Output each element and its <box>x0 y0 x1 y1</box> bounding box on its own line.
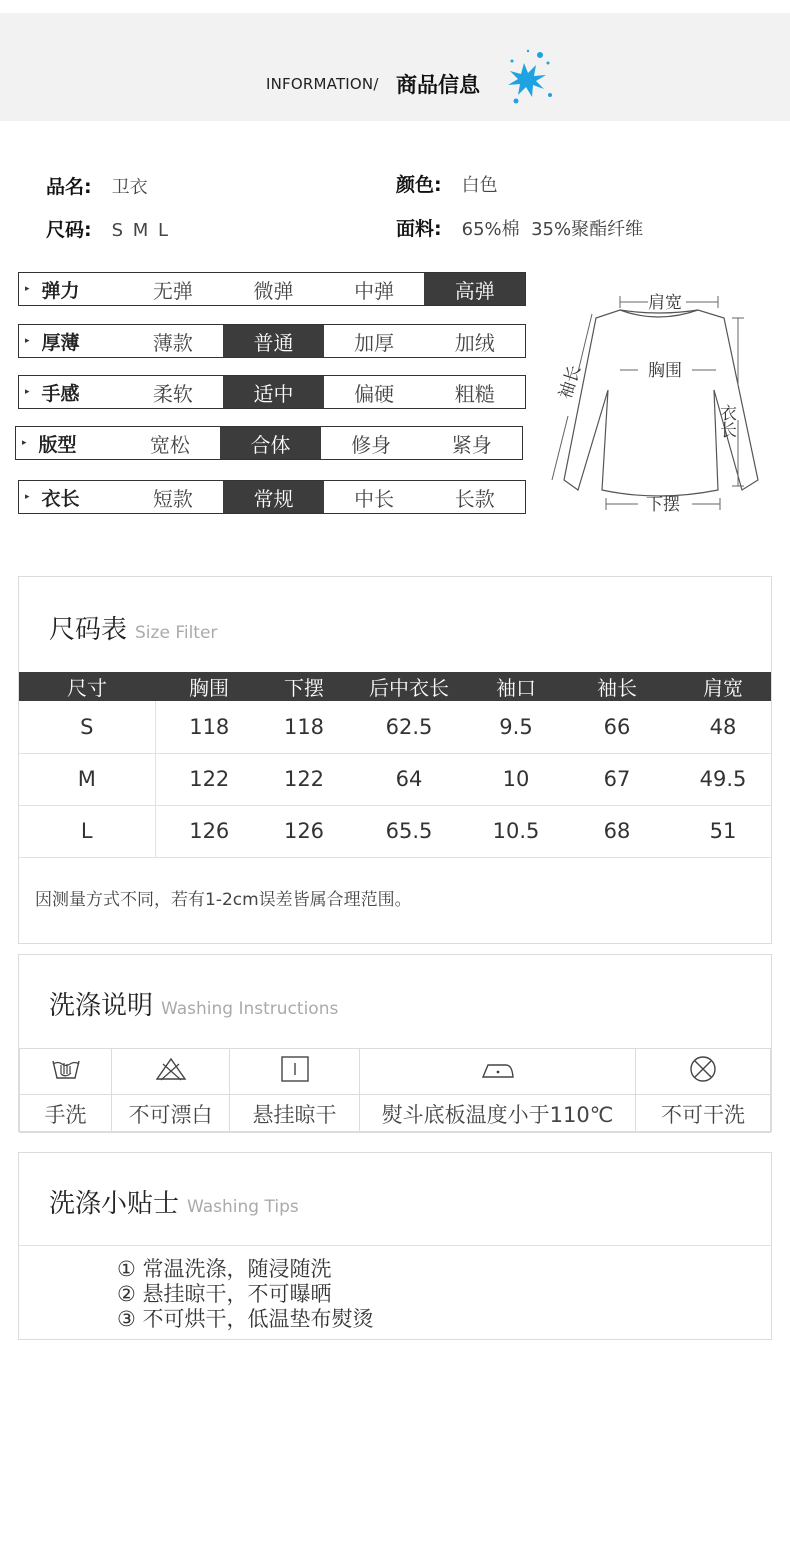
size-header-cell: 胸围 <box>155 672 263 701</box>
attribute-option: 常规 <box>223 481 324 513</box>
size-cell: 118 <box>155 701 263 753</box>
size-chart-title-en: Size Filter <box>135 623 218 643</box>
attribute-row <box>18 375 526 409</box>
size-value: S M L <box>111 220 171 241</box>
wash-label-hang: 悬挂晾干 <box>230 1095 360 1133</box>
size-cell: 9.5 <box>473 701 559 753</box>
size-chart-title <box>49 609 217 646</box>
attribute-option: 加绒 <box>454 330 495 355</box>
attribute-option: 紧身 <box>451 432 492 457</box>
size-cell: 51 <box>675 805 771 857</box>
attribute-row <box>18 272 526 306</box>
garment-measure-diagram <box>528 280 790 530</box>
attribute-option: 短款 <box>152 486 193 511</box>
attribute-option: 长款 <box>454 486 495 511</box>
attribute-row <box>18 480 526 514</box>
tips-list <box>117 1257 374 1332</box>
diagram-hem: 下摆 <box>646 495 680 515</box>
fabric-value: 65%棉 35%聚酯纤维 <box>461 219 644 240</box>
attribute-label-text: 版型 <box>38 433 77 456</box>
size-cell: L <box>19 805 155 857</box>
attribute-option: 普通 <box>223 325 324 357</box>
size-header-cell: 后中衣长 <box>345 672 473 701</box>
fabric-label: 面料: <box>396 218 442 240</box>
wash-label-bleach: 不可漂白 <box>112 1095 230 1133</box>
name-label: 品名: <box>46 176 92 198</box>
attribute-label <box>19 481 123 513</box>
attribute-option: 偏硬 <box>354 381 395 406</box>
size-cell: 126 <box>155 805 263 857</box>
size-cell: 122 <box>263 753 345 805</box>
size-cell: 64 <box>345 753 473 805</box>
attribute-option: 中长 <box>354 486 395 511</box>
paint-splash-icon <box>498 43 558 113</box>
attribute-option: 微弹 <box>253 278 294 303</box>
attribute-row <box>18 324 526 358</box>
hand-wash-icon <box>20 1049 112 1095</box>
tips-title-zh: 洗涤小贴士 <box>49 1189 180 1219</box>
size-cell: 67 <box>559 753 675 805</box>
attribute-label <box>16 427 120 459</box>
product-size <box>46 215 170 242</box>
attribute-label-text: 衣长 <box>41 487 80 510</box>
name-value: 卫衣 <box>111 177 148 198</box>
washing-section <box>18 954 772 1132</box>
triangle-bullet-icon: ▸ <box>25 387 30 397</box>
attribute-label <box>19 376 123 408</box>
washing-title <box>49 985 338 1022</box>
size-label: 尺码: <box>46 219 92 241</box>
triangle-bullet-icon: ▸ <box>25 336 30 346</box>
diagram-chest: 胸围 <box>648 361 682 381</box>
attribute-row <box>15 426 523 460</box>
size-row <box>19 753 771 805</box>
size-cell: 10.5 <box>473 805 559 857</box>
washing-table <box>19 1048 771 1133</box>
size-cell: 48 <box>675 701 771 753</box>
size-header-cell: 尺寸 <box>19 672 155 701</box>
triangle-bullet-icon: ▸ <box>25 492 30 502</box>
color-value: 白色 <box>461 175 498 196</box>
size-cell: 122 <box>155 753 263 805</box>
size-header-cell: 肩宽 <box>675 672 771 701</box>
tips-title <box>49 1183 299 1220</box>
attribute-option: 合体 <box>220 427 321 459</box>
size-header-cell: 袖长 <box>559 672 675 701</box>
header-zh: 商品信息 <box>396 73 480 97</box>
attribute-option: 中弹 <box>354 278 395 303</box>
header-en: INFORMATION/ <box>266 75 379 93</box>
size-cell: M <box>19 753 155 805</box>
diagram-shoulder: 肩宽 <box>648 293 682 313</box>
washing-title-en: Washing Instructions <box>161 999 339 1019</box>
section-header <box>0 13 790 121</box>
wash-label-hand: 手洗 <box>20 1095 112 1133</box>
size-row <box>19 805 771 857</box>
tips-title-en: Washing Tips <box>187 1197 299 1217</box>
attribute-label-text: 厚薄 <box>41 331 80 354</box>
washing-title-zh: 洗涤说明 <box>49 991 154 1021</box>
attribute-option: 宽松 <box>149 432 190 457</box>
attribute-option: 粗糙 <box>454 381 495 406</box>
tip-line: ① 常温洗涤，随浸随洗 <box>117 1257 332 1281</box>
tip-line: ③ 不可烘干，低温垫布熨烫 <box>117 1307 374 1331</box>
diagram-length: 衣长 <box>716 404 736 438</box>
attribute-option: 修身 <box>351 432 392 457</box>
size-cell: 62.5 <box>345 701 473 753</box>
tips-section <box>18 1152 772 1340</box>
attribute-option: 加厚 <box>354 330 395 355</box>
attribute-option: 高弹 <box>424 273 525 305</box>
size-chart-section <box>18 576 772 944</box>
tip-line: ② 悬挂晾干，不可曝晒 <box>117 1282 332 1306</box>
triangle-bullet-icon: ▸ <box>25 284 30 294</box>
diagram-sleeve: 袖长 <box>555 363 586 402</box>
attribute-label <box>19 325 123 357</box>
attribute-option: 薄款 <box>152 330 193 355</box>
size-cell: 66 <box>559 701 675 753</box>
no-bleach-icon <box>112 1049 230 1095</box>
size-header-cell: 袖口 <box>473 672 559 701</box>
size-chart-title-zh: 尺码表 <box>49 615 128 645</box>
size-cell: 118 <box>263 701 345 753</box>
attribute-option: 无弹 <box>152 278 193 303</box>
wash-label-dryclean: 不可干洗 <box>636 1095 771 1133</box>
size-cell: 65.5 <box>345 805 473 857</box>
attribute-option: 适中 <box>223 376 324 408</box>
wash-label-iron: 熨斗底板温度小于110℃ <box>360 1095 636 1133</box>
attribute-label-text: 弹力 <box>41 279 80 302</box>
product-name <box>46 172 148 199</box>
attribute-label <box>19 273 123 305</box>
size-header-cell: 下摆 <box>263 672 345 701</box>
no-dry-clean-icon <box>636 1049 771 1095</box>
size-cell: S <box>19 701 155 753</box>
color-label: 颜色: <box>396 174 442 196</box>
size-table <box>19 672 771 858</box>
iron-icon <box>360 1049 636 1095</box>
hang-dry-icon <box>230 1049 360 1095</box>
triangle-bullet-icon: ▸ <box>22 438 27 448</box>
attribute-option: 柔软 <box>152 381 193 406</box>
size-row <box>19 701 771 753</box>
product-color <box>396 170 498 197</box>
size-cell: 126 <box>263 805 345 857</box>
product-fabric <box>396 214 643 241</box>
size-cell: 49.5 <box>675 753 771 805</box>
size-cell: 10 <box>473 753 559 805</box>
size-cell: 68 <box>559 805 675 857</box>
size-note: 因测量方式不同，若有1-2cm误差皆属合理范围。 <box>35 890 412 910</box>
attribute-label-text: 手感 <box>41 382 80 405</box>
